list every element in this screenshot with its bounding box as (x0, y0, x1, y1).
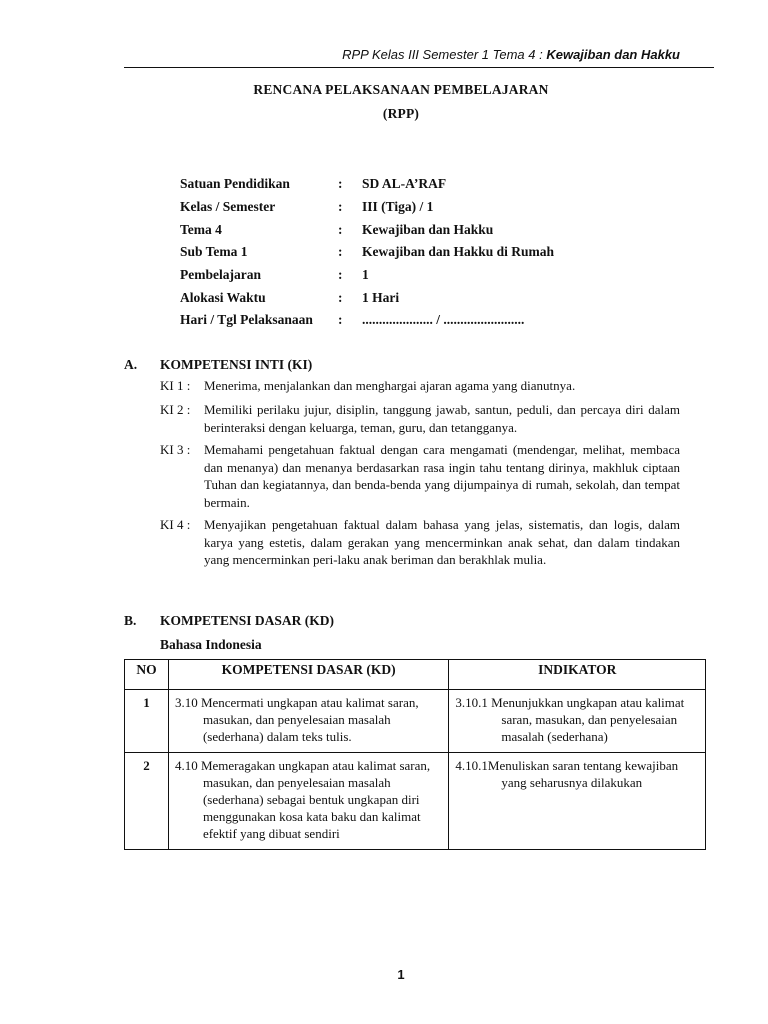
table-row (125, 752, 706, 849)
ki-text: Menerima, menjalankan dan menghargai ajaran agama yang dianutnya. (204, 378, 576, 393)
page-number: 1 (397, 967, 405, 982)
identity-value: 1 Hari (362, 289, 400, 305)
ki-item (160, 401, 680, 436)
identity-row (180, 286, 554, 309)
identity-separator: : (338, 176, 343, 192)
identity-row (180, 218, 554, 241)
identity-key: Satuan Pendidikan (180, 176, 290, 192)
ki-text: Memiliki perilaku jujur, disiplin, tanggung jawab, santun, peduli, dan percaya diri dalam berinteraksi dengan keluarga, teman, guru, dan tetangganya. (204, 402, 680, 435)
kd-row-indikator (449, 690, 706, 753)
identity-row (180, 241, 554, 264)
kd-row-kd-text: 4.10 Memeragakan ungkapan atau kalimat saran, masukan, dan penyelesaian masalah (sederhana) sebagai bentuk ungkapan diri menggunakan kosa kata baku dan kalimat efektif yang dibuat sendiri (174, 757, 431, 842)
identity-table (180, 173, 554, 332)
identity-value: III (Tiga) / 1 (362, 199, 434, 215)
document-subtitle: (RPP) (382, 106, 420, 121)
kd-table-header-row (125, 660, 706, 690)
ki-text: Memahami pengetahuan faktual dengan cara mengamati (mendengar, melihat, membaca dan menanya) dan menanya berdasarkan rasa ingin tahu tentang dirinya, makhluk ciptaan Tuhan dan kegiatannya, dan benda-benda yang dijumpainya di rumah, sekolah, dan tempat bermain. (204, 442, 680, 511)
identity-separator: : (338, 289, 343, 305)
kd-row-indikator (449, 752, 706, 849)
kd-row-no: 1 (125, 690, 169, 753)
running-header-theme: Kewajiban dan Hakku (546, 47, 680, 62)
identity-value: ..................... / ........................ (362, 312, 525, 328)
ki-label: KI 3 : (160, 442, 191, 457)
kd-row-kd (168, 690, 448, 753)
ki-label: KI 4 : (160, 517, 191, 532)
kd-header-no: NO (125, 660, 169, 690)
identity-value: 1 (362, 267, 369, 283)
kd-row-kd-text: 3.10 Mencermati ungkapan atau kalimat saran, masukan, dan penyelesaian masalah (sederhana) dalam teks tulis. (174, 695, 419, 745)
identity-separator: : (338, 221, 343, 237)
kd-row-kd (168, 752, 448, 849)
running-header (342, 47, 680, 62)
ki-item (160, 441, 680, 512)
identity-key: Pembelajaran (180, 267, 261, 283)
section-a-letter: A. (124, 357, 138, 372)
ki-item (160, 377, 680, 395)
kd-header-kd: KOMPETENSI DASAR (KD) (168, 660, 448, 690)
ki-label: KI 1 : (160, 378, 191, 393)
identity-value: SD AL-A’RAF (362, 176, 447, 192)
identity-key: Sub Tema 1 (180, 244, 248, 260)
identity-row (180, 173, 554, 196)
ki-item (160, 516, 680, 569)
identity-value: Kewajiban dan Hakku di Rumah (362, 244, 555, 260)
identity-separator: : (338, 244, 343, 260)
ki-text: Menyajikan pengetahuan faktual dalam bahasa yang jelas, sistematis, dan logis, dalam karya yang estetis, dalam gerakan yang mencerminkan anak sehat, dan dalam tindakan yang mencerminkan peri-laku anak beriman dan berakhlak mulia. (204, 517, 680, 568)
table-row (125, 690, 706, 753)
identity-row (180, 196, 554, 219)
identity-separator: : (338, 267, 343, 283)
kd-row-no: 2 (125, 752, 169, 849)
document-title: RENCANA PELAKSANAAN PEMBELAJARAN (253, 82, 549, 97)
section-b-title: KOMPETENSI DASAR (KD) (160, 613, 335, 628)
running-header-prefix: RPP Kelas III Semester 1 Tema 4 : (342, 47, 547, 62)
kd-row-indikator-text: 4.10.1Menuliskan saran tentang kewajiban yang seharusnya dilakukan (455, 757, 679, 790)
kd-table (124, 659, 706, 850)
identity-row (180, 309, 554, 332)
identity-key: Hari / Tgl Pelaksanaan (180, 312, 313, 328)
identity-key: Tema 4 (180, 221, 222, 237)
identity-separator: : (338, 199, 343, 215)
section-b-letter: B. (124, 613, 137, 628)
identity-value: Kewajiban dan Hakku (362, 221, 494, 237)
kd-header-indikator: INDIKATOR (449, 660, 706, 690)
identity-row (180, 264, 554, 287)
identity-separator: : (338, 312, 343, 328)
subject-heading: Bahasa Indonesia (160, 637, 262, 652)
section-b-heading (124, 613, 334, 629)
kd-row-indikator-text: 3.10.1 Menunjukkan ungkapan atau kalimat saran, masukan, dan penyelesaian masalah (sederhana) (455, 695, 685, 745)
identity-key: Kelas / Semester (180, 199, 276, 215)
section-a-title: KOMPETENSI INTI (KI) (160, 357, 313, 372)
header-rule (124, 67, 714, 68)
section-a-heading (124, 357, 312, 373)
identity-key: Alokasi Waktu (180, 289, 266, 305)
ki-label: KI 2 : (160, 402, 191, 417)
